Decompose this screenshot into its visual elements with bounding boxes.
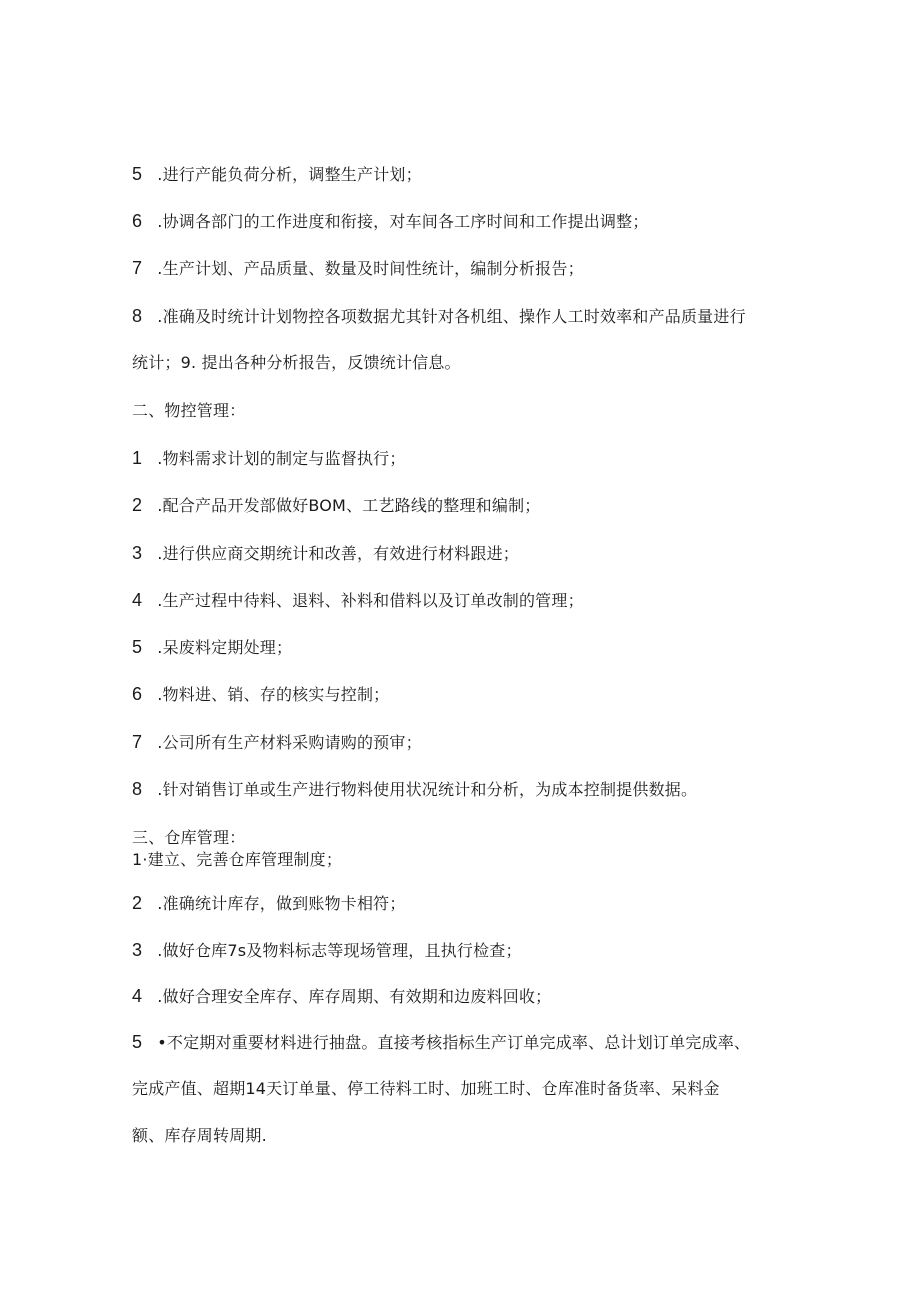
list-item: [132, 1032, 750, 1053]
list-item: [132, 258, 584, 279]
list-item: [132, 164, 422, 185]
section-heading: [132, 401, 245, 421]
item-number: 5: [132, 1032, 143, 1052]
list-item-continuation: [132, 353, 461, 373]
item-number: 1: [132, 448, 143, 468]
item-text: .做好合理安全库存、库存周期、有效期和边废料回收；: [152, 987, 552, 1006]
item-number: 2: [132, 495, 143, 515]
item-text: .协调各部门的工作进度和衔接，对车间各工序时间和工作提出调整；: [152, 212, 649, 231]
item-text: .配合产品开发部做好BOM、工艺路线的整理和编制；: [152, 496, 541, 515]
list-item-continuation: [132, 1126, 267, 1146]
item-text: .进行供应商交期统计和改善，有效进行材料跟进；: [152, 544, 519, 563]
item-text: .物料需求计划的制定与监督执行；: [152, 449, 406, 468]
item-text: •不定期对重要材料进行抽盘。直接考核指标生产订单完成率、总计划订单完成率、: [152, 1033, 751, 1052]
item-text: .生产计划、产品质量、数量及时间性统计，编制分析报告；: [152, 259, 584, 278]
section-heading: [132, 828, 245, 848]
item-text: 1·建立、完善仓库管理制度；: [132, 850, 343, 869]
list-item-continuation: [132, 1079, 720, 1099]
list-item: [132, 211, 649, 232]
list-item: [132, 448, 406, 469]
list-item: [132, 850, 342, 870]
list-item: [132, 637, 292, 658]
item-text: .准确及时统计计划物控各项数据尤其针对各机组、操作人工时效率和产品质量进行: [152, 307, 746, 326]
continuation-text: 完成产值、超期14天订单量、停工待料工时、加班工时、仓库准时备货率、呆料金: [132, 1079, 720, 1098]
item-text: .进行产能负荷分析，调整生产计划；: [152, 165, 422, 184]
item-text: .呆废料定期处理；: [152, 638, 293, 657]
item-text: .物料进、销、存的核实与控制；: [152, 685, 390, 704]
list-item: [132, 986, 551, 1007]
list-item: [132, 893, 406, 914]
item-number: 4: [132, 986, 143, 1006]
list-item: [132, 732, 422, 753]
item-text: .准确统计库存，做到账物卡相符；: [152, 894, 406, 913]
item-text: .公司所有生产材料采购请购的预审；: [152, 733, 422, 752]
list-item: [132, 306, 746, 327]
list-item: [132, 779, 697, 800]
item-number: 8: [132, 306, 143, 326]
item-number: 7: [132, 258, 143, 278]
continuation-text: 统计；9. 提出各种分析报告，反馈统计信息。: [132, 353, 461, 372]
item-text: .生产过程中待料、退料、补料和借料以及订单改制的管理；: [152, 591, 584, 610]
item-number: 3: [132, 543, 143, 563]
item-number: 7: [132, 732, 143, 752]
list-item: [132, 495, 540, 516]
item-number: 6: [132, 211, 143, 231]
item-number: 8: [132, 779, 143, 799]
item-number: 6: [132, 684, 143, 704]
section-heading-text: 二、物控管理：: [132, 401, 246, 420]
item-text: .针对销售订单或生产进行物料使用状况统计和分析，为成本控制提供数据。: [152, 780, 698, 799]
list-item: [132, 543, 519, 564]
list-item: [132, 590, 584, 611]
item-number: 5: [132, 164, 143, 184]
continuation-text: 额、库存周转周期.: [132, 1126, 267, 1145]
item-number: 4: [132, 590, 143, 610]
item-number: 3: [132, 940, 143, 960]
list-item: [132, 940, 522, 961]
section-heading-text: 三、仓库管理：: [132, 828, 246, 847]
item-text: .做好仓库7s及物料标志等现场管理，且执行检查；: [152, 941, 522, 960]
item-number: 5: [132, 637, 143, 657]
item-number: 2: [132, 893, 143, 913]
list-item: [132, 684, 389, 705]
